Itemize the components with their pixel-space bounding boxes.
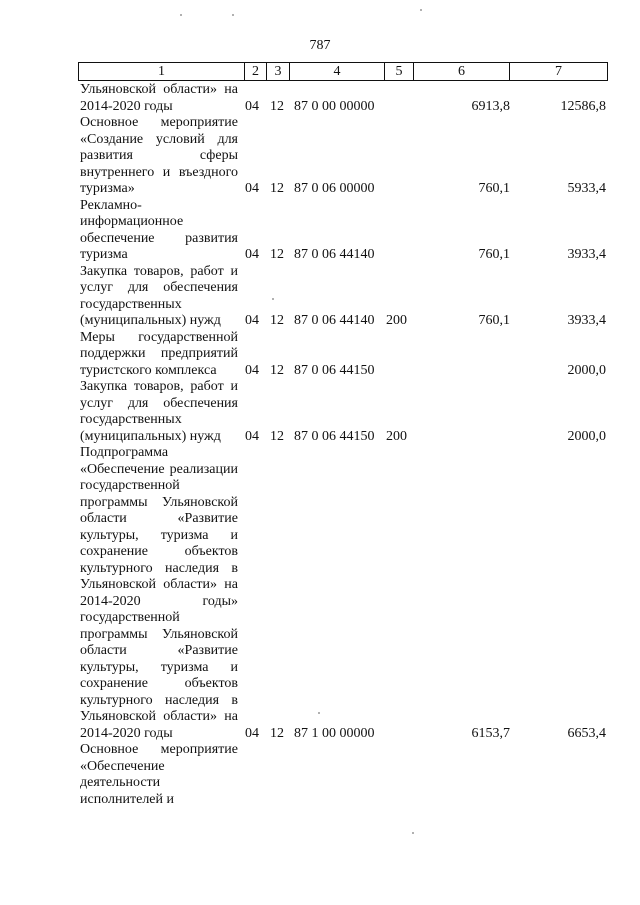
- cell-col-4: 87 0 06 44150: [294, 362, 375, 378]
- row-description: Основное мероприятие «Обеспечение деятельности исполнителей и: [80, 742, 238, 807]
- cell-col-2: 04: [245, 98, 259, 114]
- cell-col-6: 6153,7: [471, 725, 510, 741]
- table-row: [78, 330, 618, 380]
- row-description: Основное мероприятие «Создание условий для развития сферы внутреннего и въездного туризма»: [80, 115, 238, 196]
- cell-col-3: 12: [270, 428, 284, 444]
- cell-col-3: 12: [270, 362, 284, 378]
- page-number: 787: [309, 38, 331, 53]
- cell-col-3: 12: [270, 98, 284, 114]
- scan-speck: [420, 9, 422, 11]
- table-row: [78, 264, 618, 330]
- cell-col-5: 200: [386, 428, 407, 444]
- table-row: [78, 445, 618, 742]
- table-row: [78, 82, 618, 115]
- cell-col-6: 760,1: [478, 181, 510, 196]
- cell-col-7: 3933,4: [567, 247, 606, 262]
- cell-col-2: 04: [245, 247, 259, 262]
- cell-col-7: 2000,0: [567, 428, 606, 444]
- cell-col-2: 04: [245, 313, 259, 328]
- cell-col-4: 87 1 00 00000: [294, 725, 375, 741]
- row-description: Закупка товаров, работ и услуг для обеспечения государственных (муниципальных) нужд: [80, 263, 238, 328]
- cell-col-7: 2000,0: [567, 362, 606, 378]
- header-col-3: 3: [267, 63, 290, 81]
- cell-col-6: 760,1: [478, 247, 510, 262]
- header-col-7: 7: [510, 63, 608, 81]
- cell-col-4: 87 0 06 44140: [294, 247, 375, 262]
- cell-col-7: 12586,8: [560, 98, 606, 114]
- cell-col-7: 6653,4: [567, 725, 606, 741]
- scan-speck: [412, 832, 414, 834]
- cell-col-7: 3933,4: [567, 313, 606, 328]
- header-col-6: 6: [414, 63, 510, 81]
- cell-col-4: 87 0 00 00000: [294, 98, 375, 114]
- cell-col-3: 12: [270, 725, 284, 741]
- table-row: [78, 115, 618, 198]
- cell-col-2: 04: [245, 362, 259, 378]
- cell-col-3: 12: [270, 181, 284, 196]
- cell-col-6: 6913,8: [471, 98, 510, 114]
- cell-col-2: 04: [245, 181, 259, 196]
- row-description: Рекламно-информационное обеспечение развития туризма: [80, 197, 238, 262]
- header-col-4: 4: [290, 63, 385, 81]
- table-row: [78, 742, 618, 808]
- header-col-1: 1: [79, 63, 245, 81]
- scan-speck: [180, 14, 182, 16]
- scan-speck: [232, 14, 234, 16]
- cell-col-6: 760,1: [478, 313, 510, 328]
- scan-speck: [318, 712, 320, 714]
- row-description: Подпрограмма «Обеспечение реализации государственной программы Ульяновской области «Развитие культуры, туризма и сохранение объектов культурного наследия в Ульяновской области» на 2014-2020 годы» государственной программы Ульяновской области «Развитие культуры, туризма и сохранение объектов культурного наследия в Ульяновской области» на 2014-2020 годы: [80, 445, 238, 741]
- header-col-5: 5: [385, 63, 414, 81]
- cell-col-4: 87 0 06 44150: [294, 428, 375, 444]
- cell-col-7: 5933,4: [567, 181, 606, 196]
- cell-col-3: 12: [270, 247, 284, 262]
- scan-speck: [272, 298, 274, 300]
- row-description: Закупка товаров, работ и услуг для обеспечения государственных (муниципальных) нужд: [80, 379, 238, 444]
- table-body: [78, 82, 618, 808]
- row-description: Ульяновской области» на 2014-2020 годы: [80, 82, 238, 114]
- cell-col-4: 87 0 06 00000: [294, 181, 375, 196]
- table-row: [78, 379, 618, 445]
- cell-col-2: 04: [245, 725, 259, 741]
- row-description: Меры государственной поддержки предприятий туристского комплекса: [80, 329, 238, 378]
- header-col-2: 2: [245, 63, 267, 81]
- cell-col-4: 87 0 06 44140: [294, 313, 375, 328]
- cell-col-5: 200: [386, 313, 407, 328]
- table-header: [78, 62, 608, 81]
- cell-col-3: 12: [270, 313, 284, 328]
- table-row: [78, 198, 618, 264]
- cell-col-2: 04: [245, 428, 259, 444]
